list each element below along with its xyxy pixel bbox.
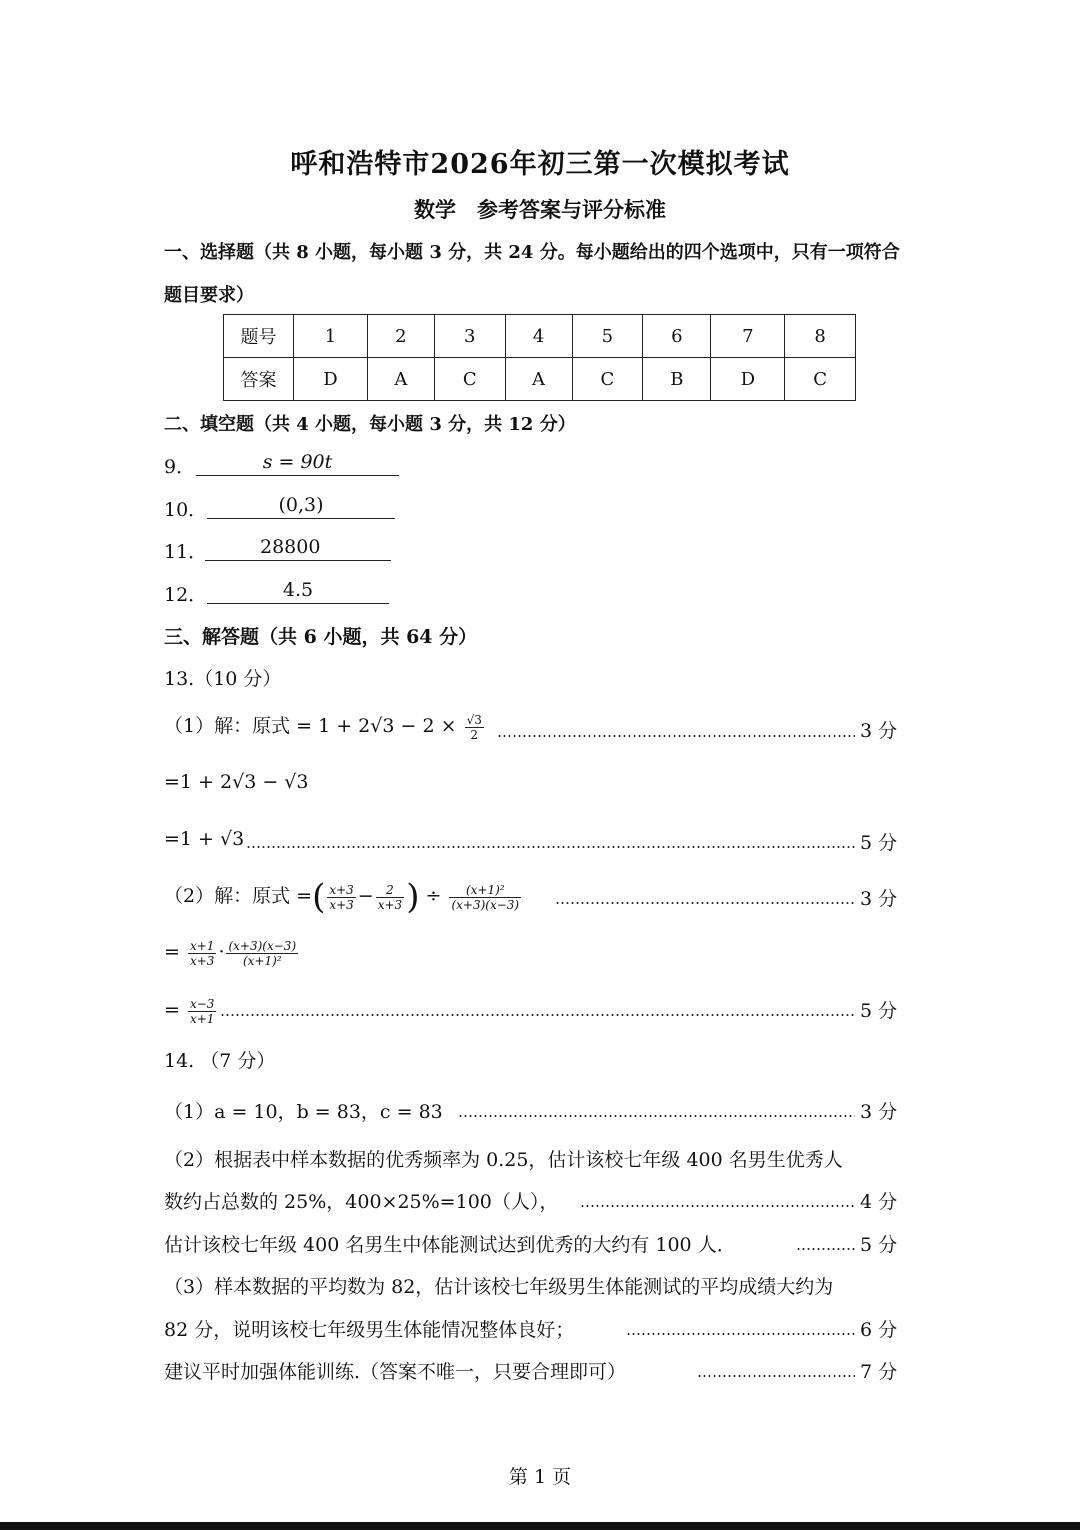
exam-title: 呼和浩特市2026年初三第一次模拟考试 [290, 149, 790, 180]
q14-header: 14. （7 分） [164, 1050, 276, 1072]
q14-part2-line1: （2）根据表中样本数据的优秀频率为 0.25，估计该校七年级 400 名男生优秀人 [164, 1149, 843, 1171]
right-paren: ) [406, 877, 420, 917]
table-cell: C [572, 358, 643, 401]
fill-number: 11． [164, 541, 208, 563]
dot-leader [497, 735, 855, 737]
table-cell: B [643, 358, 711, 401]
frac-num: x+3 [329, 882, 354, 897]
dot-leader [697, 1375, 855, 1377]
section3-heading: 三、解答题（共 6 小题，共 64 分） [164, 626, 478, 648]
equals-sign: = [164, 941, 180, 963]
answer-table [223, 314, 856, 401]
fraction [465, 713, 484, 742]
minus-sign: − [357, 885, 374, 907]
table-cell: 2 [367, 315, 434, 358]
exam-subtitle: 数学 参考答案与评分标准 [414, 197, 666, 222]
frac-num: x−3 [189, 996, 215, 1011]
score-label: 4 分 [860, 1191, 898, 1213]
fraction [226, 939, 298, 968]
score-label: 3 分 [860, 1101, 898, 1123]
fill-answer: s = 90t [196, 451, 399, 476]
q14-part2-line2: 数约占总数的 25%，400×25%=100（人）， [164, 1191, 559, 1213]
table-cell: C [434, 358, 505, 401]
dot-leader [458, 1115, 855, 1117]
q13-p2-prefix: （2）解：原式 = [164, 885, 313, 907]
score-label: 3 分 [860, 720, 898, 742]
table-cell: 3 [434, 315, 505, 358]
score-label: 5 分 [860, 1000, 898, 1022]
q13-p1-prefix: （1）解：原式 = 1 + 2√3 − 2 × [164, 715, 457, 737]
table-cell: 7 [711, 315, 785, 358]
table-cell: A [367, 358, 434, 401]
fill-number: 9． [164, 456, 196, 478]
score-label: 7 分 [860, 1361, 898, 1383]
q13-part2-step3 [164, 988, 218, 1032]
row-header-answer: 答案 [224, 358, 294, 401]
fraction [188, 997, 216, 1026]
fraction [327, 883, 355, 912]
row-header-question: 题号 [224, 315, 294, 358]
fill-answer: 4.5 [207, 579, 389, 604]
frac-num: 2 [376, 883, 404, 898]
frac-den: (x+1)² [242, 953, 282, 968]
equals-sign: = [164, 999, 180, 1021]
page-number: 第 1 页 [508, 1466, 572, 1488]
fill-number: 12． [164, 584, 208, 606]
section1-heading: 一、选择题（共 8 小题，每小题 3 分，共 24 分。每小题给出的四个选项中，只有一项符合 [164, 242, 900, 263]
frac-den: (x+3)(x−3) [451, 897, 520, 912]
frac-den: x+3 [329, 897, 354, 912]
table-cell: D [711, 358, 785, 401]
score-label: 5 分 [860, 832, 898, 854]
q14-part2-line3: 估计该校七年级 400 名男生中体能测试达到优秀的大约有 100 人． [164, 1234, 736, 1256]
table-cell: 6 [643, 315, 711, 358]
table-row-questions [224, 315, 856, 358]
dot-leader [626, 1333, 855, 1335]
q13-part1-step2: =1 + 2√3 − √3 [164, 771, 309, 793]
table-cell: 1 [294, 315, 368, 358]
frac-den: x+3 [189, 953, 215, 968]
dot-leader [220, 1014, 855, 1016]
fill-number: 10． [164, 499, 208, 521]
q13-part1-line1 [164, 706, 486, 746]
q13-part2-line1 [164, 872, 523, 920]
section2-heading: 二、填空题（共 4 小题，每小题 3 分，共 12 分） [164, 414, 576, 435]
frac-num: √3 [466, 712, 482, 727]
dot-leader [246, 846, 855, 848]
frac-num: (x+3)(x−3) [228, 938, 297, 953]
fraction [449, 883, 521, 912]
dot-operator: · [218, 941, 225, 963]
table-cell: C [785, 358, 856, 401]
fill-answer-text: 28800 [260, 536, 321, 558]
dot-leader [555, 902, 855, 904]
bottom-border [0, 1522, 1080, 1530]
score-label: 5 分 [860, 1234, 898, 1256]
dot-leader [796, 1248, 855, 1250]
q14-part3-line2: 82 分，说明该校七年级男生体能情况整体良好； [164, 1319, 575, 1341]
table-cell: 8 [785, 315, 856, 358]
frac-num: x+1 [189, 938, 215, 953]
fill-answer: (0,3) [207, 494, 395, 519]
q14-part3-line3: 建议平时加强体能训练.（答案不唯一，只要合理即可） [164, 1361, 627, 1383]
score-label: 3 分 [860, 888, 898, 910]
q13-part2-step2 [164, 930, 300, 974]
q14-part3-line1: （3）样本数据的平均数为 82，估计该校七年级男生体能测试的平均成绩大约为 [164, 1276, 834, 1298]
table-cell: 4 [505, 315, 572, 358]
dot-leader [580, 1205, 855, 1207]
fraction [188, 939, 216, 968]
frac-den: x+3 [377, 897, 403, 912]
q13-part1-step3: =1 + √3 [164, 828, 245, 850]
frac-den: 2 [470, 727, 479, 742]
q14-part1: （1）a = 10，b = 83，c = 83 [164, 1101, 443, 1123]
table-cell: D [294, 358, 368, 401]
score-label: 6 分 [860, 1319, 898, 1341]
q13-header: 13.（10 分） [164, 668, 282, 690]
table-row-answers [224, 358, 856, 401]
table-cell: A [505, 358, 572, 401]
fraction [376, 883, 404, 912]
fill-answer [205, 536, 391, 561]
table-cell: 5 [572, 315, 643, 358]
frac-den: x+1 [189, 1011, 215, 1026]
section1-heading-cont: 题目要求） [164, 285, 254, 306]
divide-sign: ÷ [425, 885, 442, 907]
frac-num: (x+1)² [449, 883, 521, 898]
left-paren: ( [312, 877, 326, 917]
